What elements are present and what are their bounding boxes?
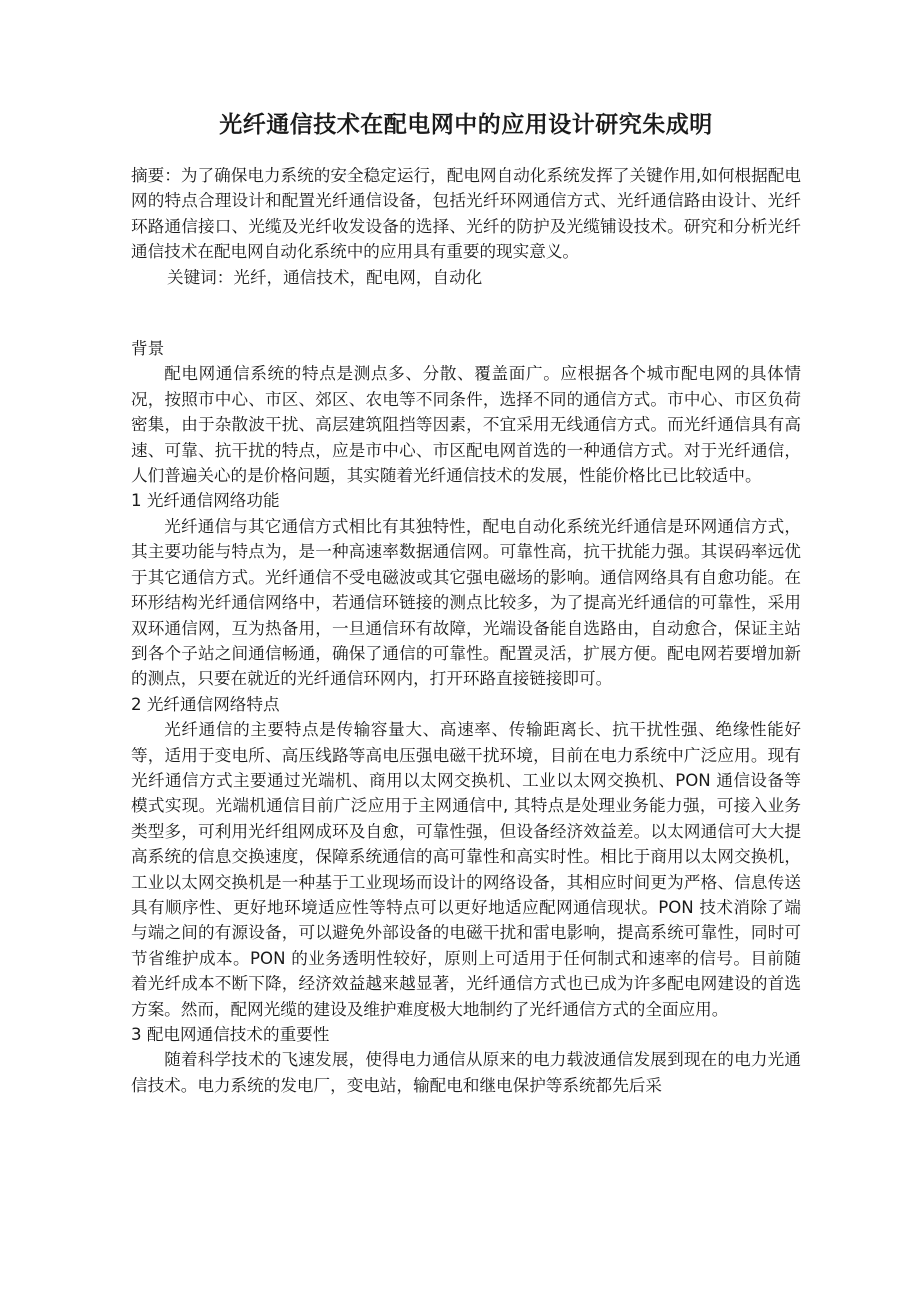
document-title: 光纤通信技术在配电网中的应用设计研究朱成明: [219, 111, 713, 138]
section-body: 光纤通信的主要特点是传输容量大、高速率、传输距离长、抗干扰性强、绝缘性能好等，适用于变电所、高压线路等高电压强电磁干扰环境，目前在电力系统中广泛应用。现有光纤通信方式主要通过光端机、商用以太网交换机、工业以太网交换机、PON 通信设备等模式实现。光端机通信目前广泛应用于主网通信中, 其特点是处理业务能力强，可接入业务类型多，可利用光纤组网成环及自愈，可靠性强，但设备经济效益差。以太网通信可大大提高系统的信息交换速度，保障系统通信的高可靠性和高实时性。相比于商用以太网交换机，工业以太网交换机是一种基于工业现场而设计的网络设备，其相应时间更为严格、信息传送具有顺序性、更好地环境适应性等特点可以更好地适应配网通信现状。PON 技术消除了端与端之间的有源设备，可以避免外部设备的电磁干扰和雷电影响，提高系统可靠性，同时可节省维护成本。PON 的业务透明性较好，原则上可适用于任何制式和速率的信号。目前随着光纤成本不断下降，经济效益越来越显著，光纤通信方式也已成为许多配电网建设的首选方案。然而，配网光缆的建设及维护难度极大地制约了光纤通信方式的全面应用。: [131, 720, 801, 1019]
section-heading: 1 光纤通信网络功能: [131, 491, 280, 511]
section-body: 光纤通信与其它通信方式相比有其独特性，配电自动化系统光纤通信是环网通信方式，其主要功能与特点为，是一种高速率数据通信网。可靠性高，抗干扰能力强。其误码率远优于其它通信方式。光纤通信不受电磁波或其它强电磁场的影响。通信网络具有自愈功能。在环形结构光纤通信网络中，若通信环链接的测点比较多，为了提高光纤通信的可靠性，采用双环通信网，互为热备用，一旦通信环有故障，光端设备能自选路由，自动愈合，保证主站到各个子站之间通信畅通，确保了通信的可靠性。配置灵活，扩展方便。配电网若要增加新的测点，只要在就近的光纤通信环网内，打开环路直接链接即可。: [131, 516, 801, 689]
section-importance: [131, 1022, 801, 1098]
section-background: [131, 336, 801, 488]
section-network-function: [131, 488, 801, 691]
section-network-features: [131, 692, 801, 1022]
section-body: 配电网通信系统的特点是测点多、分散、覆盖面广。应根据各个城市配电网的具体情况，按照市中心、市区、郊区、农电等不同条件，选择不同的通信方式。市中心、市区负荷密集，由于杂散波干扰、高层建筑阻挡等因素，不宜采用无线通信方式。而光纤通信具有高速、可靠、抗干扰的特点，应是市中心、市区配电网首选的一种通信方式。对于光纤通信，人们普遍关心的是价格问题，其实随着光纤通信技术的发展，性能价格比已比较适中。: [131, 364, 801, 486]
section-body: 随着科学技术的飞速发展，使得电力通信从原来的电力载波通信发展到现在的电力光通信技术。电力系统的发电厂，变电站，输配电和继电保护等系统都先后采: [131, 1050, 801, 1095]
keywords: 关键词：光纤，通信技术，配电网，自动化: [167, 267, 483, 287]
abstract: 摘要：为了确保电力系统的安全稳定运行，配电网自动化系统发挥了关键作用,如何根据配电网的特点合理设计和配置光纤通信设备，包括光纤环网通信方式、光纤通信路由设计、光纤环路通信接口、光缆及光纤收发设备的选择、光纤的防护及光缆铺设技术。研究和分析光纤通信技术在配电网自动化系统中的应用具有重要的现实意义。: [131, 166, 801, 262]
document-page: [131, 108, 801, 1098]
section-heading: 背景: [131, 339, 165, 359]
section-spacer: [131, 290, 801, 336]
section-heading: 3 配电网通信技术的重要性: [131, 1025, 330, 1044]
section-heading: 2 光纤通信网络特点: [131, 694, 280, 714]
